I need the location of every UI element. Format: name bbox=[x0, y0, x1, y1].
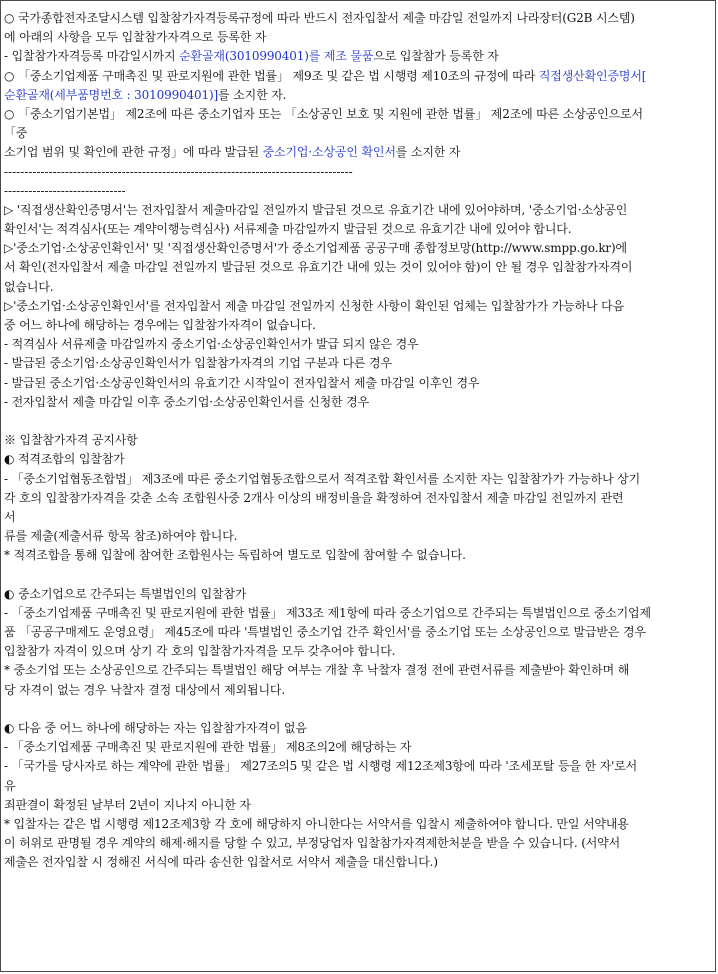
text-line bbox=[4, 661, 712, 680]
text-line bbox=[4, 796, 712, 815]
divider-line bbox=[4, 182, 712, 201]
text-line bbox=[4, 585, 712, 604]
text-line bbox=[4, 738, 712, 757]
line-text: ▷ '직접생산확인증명서'는 전자입찰서 제출마감일 전일까지 발급된 것으로 유효기간 내에 있어야하며, '중소기업·소상공인 bbox=[4, 202, 628, 217]
line-text: ◐ 적격조합의 입찰참가 bbox=[4, 452, 125, 467]
highlighted-text: 직접생산확인증명서[ bbox=[538, 68, 647, 83]
line-text: 서 확인(전자입찰서 제출 마감일 전일까지 발급된 것으로 유효기간 내에 있는 것이 있어야 함)이 안 될 경우 입찰참가자격이 bbox=[4, 260, 633, 275]
text-line bbox=[4, 815, 712, 834]
line-text: ▷'중소기업·소상공인확인서'를 전자입찰서 제출 마감일 전일까지 신청한 사항이 확인된 업체는 입찰참가가 가능하나 다음 bbox=[4, 298, 625, 313]
text-line bbox=[4, 604, 712, 623]
line-text: - 「중소기업제품 구매촉진 및 판로지원에 관한 법률」 제8조의2에 해당하는 자 bbox=[4, 740, 412, 755]
line-text: - 「중소기업제품 구매촉진 및 판로지원에 관한 법률」 제33조 제1항에 따라 중소기업으로 간주되는 특별법인으로 중소기업제 bbox=[4, 605, 651, 620]
text-line bbox=[4, 527, 712, 546]
text-line bbox=[4, 124, 712, 143]
line-text: - 전자입찰서 제출 마감일 이후 중소기업·소상공인확인서를 신청한 경우 bbox=[4, 394, 370, 409]
line-text: ▷'중소기업·소상공인확인서' 및 '직접생산확인증명서'가 중소기업제품 공공구매 종합정보망(http://www.smpp.go.kr)에 bbox=[4, 241, 627, 256]
line-text: 제출은 전자입찰 시 정해진 서식에 따라 송신한 입찰서로 서약서 제출을 대신합니다.) bbox=[4, 855, 438, 870]
blank-line bbox=[4, 565, 712, 584]
line-text: * 적격조합을 통해 입찰에 참여한 조합원사는 독립하여 별도로 입찰에 참여할 수 없습니다. bbox=[4, 548, 466, 563]
text-line bbox=[4, 642, 712, 661]
line-text: ○ 「중소기업기본법」 제2조에 따른 중소기업자 또는 「소상공인 보호 및 지원에 관한 법률」 제2조에 따른 소상공인으로서 bbox=[4, 106, 643, 121]
text-line bbox=[4, 316, 712, 335]
text-line bbox=[4, 28, 712, 47]
line-text: 를 소지한 자 bbox=[395, 145, 461, 160]
line-text: * 중소기업 또는 소상공인으로 간주되는 특별법인 해당 여부는 개찰 후 낙찰자 결정 전에 관련서류를 제출받아 확인하며 해 bbox=[4, 663, 630, 678]
line-text: 에 아래의 사항을 모두 입찰참가자격으로 등록한 자 bbox=[4, 30, 267, 45]
line-text: 입찰참가 자격이 있으며 상기 각 호의 입찰참가자격을 모두 갖추어야 합니다. bbox=[4, 644, 396, 659]
line-text: 를 소지한 자. bbox=[218, 87, 287, 102]
line-text: 이 허위로 판명될 경우 계약의 해제·해지를 당할 수 있고, 부정당업자 입찰참가자격제한처분을 받을 수 있습니다. (서약서 bbox=[4, 836, 621, 851]
text-line bbox=[4, 67, 712, 86]
line-text: * 입찰자는 같은 법 시행령 제12조제3항 각 호에 해당하지 아니한다는 서약서를 입찰시 제출하여야 합니다. 만일 서약내용 bbox=[4, 816, 629, 831]
text-line bbox=[4, 450, 712, 469]
line-text: -------------------------------------------------------------------------------------- bbox=[4, 164, 353, 179]
text-line bbox=[4, 47, 712, 66]
line-text: - 적격심사 서류제출 마감일까지 중소기업·소상공인확인서가 발급 되지 않은 경우 bbox=[4, 337, 419, 352]
line-text: 소기업 범위 및 확인에 관한 규정」에 따라 발급된 bbox=[4, 145, 263, 160]
line-text: ※ 입찰참가자격 공지사항 bbox=[4, 433, 138, 448]
line-text: 죄판결이 확정된 날부터 2년이 지나지 아니한 자 bbox=[4, 797, 251, 812]
text-line bbox=[4, 470, 712, 489]
divider-line bbox=[4, 163, 712, 182]
line-text: 당 자격이 없는 경우 낙찰자 결정 대상에서 제외됩니다. bbox=[4, 682, 286, 697]
line-text: - 「국가를 당사자로 하는 계약에 관한 법률」 제27조의5 및 같은 법 시행령 제12조제3항에 따라 '조세포탈 등을 한 자'로서 bbox=[4, 759, 638, 774]
text-line bbox=[4, 9, 712, 28]
text-line bbox=[4, 335, 712, 354]
text-line bbox=[4, 239, 712, 258]
text-line bbox=[4, 431, 712, 450]
text-line bbox=[4, 777, 712, 796]
text-line bbox=[4, 86, 712, 105]
text-line bbox=[4, 143, 712, 162]
line-text: 류를 제출(제출서류 항목 참조)하여야 합니다. bbox=[4, 529, 238, 544]
highlighted-text: 순환골재(세부품명번호 : 3010990401)] bbox=[4, 87, 219, 102]
text-line bbox=[4, 757, 712, 776]
blank-line bbox=[4, 700, 712, 719]
line-text: ○ 국가종합전자조달시스템 입찰참가자격등록규정에 따라 반드시 전자입찰서 제출 마감일 전일까지 나라장터(G2B 시스템) bbox=[4, 11, 635, 25]
line-text: 중 어느 하나에 해당하는 경우에는 입찰참가자격이 없습니다. bbox=[4, 318, 316, 332]
text-line bbox=[4, 393, 712, 412]
highlighted-text: 중소기업·소상공인 확인서 bbox=[262, 145, 396, 160]
line-text: 「중 bbox=[4, 126, 28, 141]
text-line bbox=[4, 853, 712, 872]
line-text: 확인서'는 적격심사(또는 계약이행능력심사) 서류제출 마감일까지 발급된 것으로 유효기간 내에 있어야 합니다. bbox=[4, 222, 572, 237]
highlighted-text: 순환골재(3010990401)를 제조 물품 bbox=[179, 49, 374, 64]
line-text: 서 bbox=[4, 509, 16, 524]
blank-line bbox=[4, 412, 712, 431]
line-text: - 발급된 중소기업·소상공인확인서의 유효기간 시작일이 전자입찰서 제출 마감일 이후인 경우 bbox=[4, 375, 480, 390]
line-text: 품 「공공구매제도 운영요령」 제45조에 따라 '특별법인 중소기업 간주 확인서'를 중소기업 또는 소상공인으로 발급받은 경우 bbox=[4, 625, 646, 639]
text-line bbox=[4, 834, 712, 853]
text-line bbox=[4, 719, 712, 738]
text-line bbox=[4, 201, 712, 220]
text-line bbox=[4, 681, 712, 700]
text-line bbox=[4, 508, 712, 527]
line-text: - 「중소기업협동조합법」 제3조에 따른 중소기업협동조합으로서 적격조합 확인서를 소지한 자는 입찰참가가 가능하나 상기 bbox=[4, 471, 641, 486]
line-text: 없습니다. bbox=[4, 279, 54, 294]
text-line bbox=[4, 374, 712, 393]
text-line bbox=[4, 297, 712, 316]
line-text: ------------------------------ bbox=[4, 183, 126, 198]
line-text: - 입찰참가자격등록 마감일시까지 bbox=[4, 49, 180, 64]
text-line bbox=[4, 278, 712, 297]
text-line bbox=[4, 546, 712, 565]
text-line bbox=[4, 489, 712, 508]
line-text: ◐ 다음 중 어느 하나에 해당하는 자는 입찰참가자격이 없음 bbox=[4, 720, 307, 735]
text-line bbox=[4, 623, 712, 642]
text-line bbox=[4, 220, 712, 239]
text-line bbox=[4, 354, 712, 373]
line-text: 으로 입찰참가 등록한 자 bbox=[373, 49, 499, 64]
line-text: 유 bbox=[4, 778, 16, 793]
text-line bbox=[4, 105, 712, 124]
line-text: ○ 「중소기업제품 구매촉진 및 판로지원에 관한 법률」 제9조 및 같은 법 시행령 제10조의 규정에 따라 bbox=[4, 68, 539, 83]
line-text: - 발급된 중소기업·소상공인확인서가 입찰참가자격의 기업 구분과 다른 경우 bbox=[4, 356, 392, 371]
line-text: ◐ 중소기업으로 간주되는 특별법인의 입찰참가 bbox=[4, 586, 247, 601]
text-line bbox=[4, 258, 712, 277]
line-text: 각 호의 입찰참가자격을 갖춘 소속 조합원사중 2개사 이상의 배정비율을 확정하여 전자입찰서 제출 마감일 전일까지 관련 bbox=[4, 490, 624, 505]
